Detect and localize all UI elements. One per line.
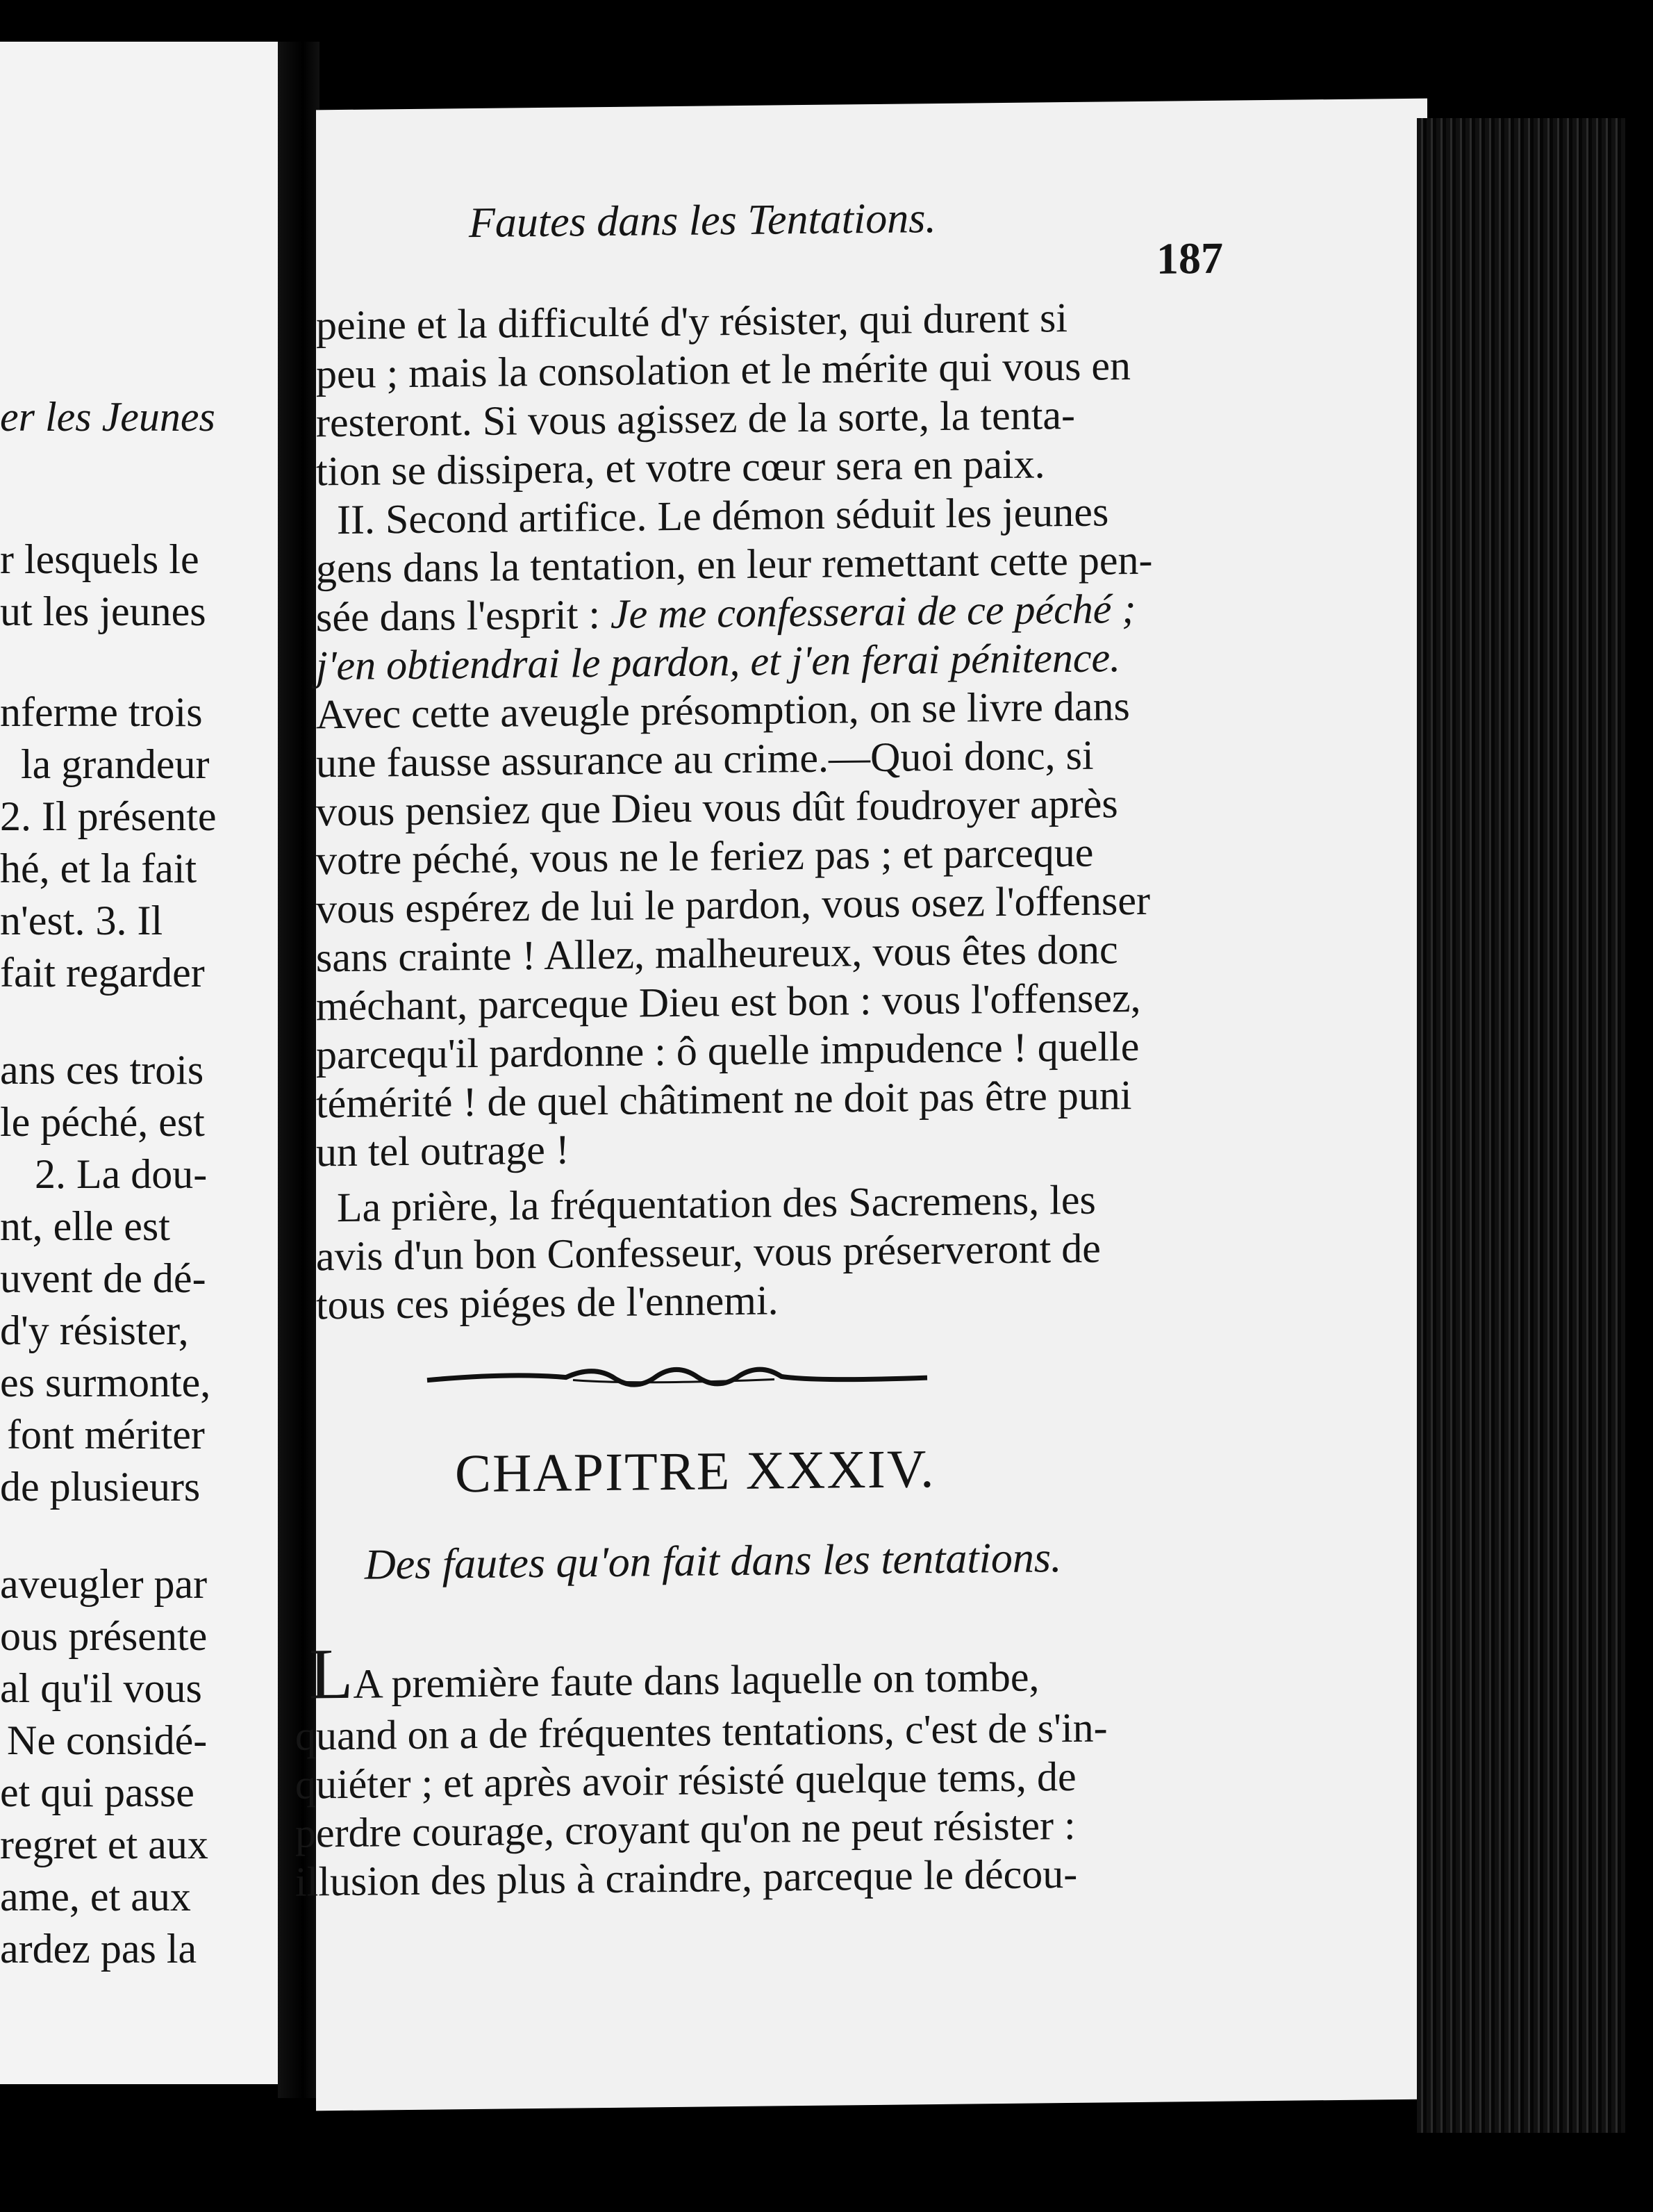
text-line-13: sans crainte ! Allez, malheureux, vous êtes donc (316, 926, 1118, 981)
left-line-22: et qui passe (0, 1769, 194, 1815)
text-line-1: peu ; mais la consolation et le mérite qui vous en (316, 342, 1131, 397)
left-line-18: aveugler par (0, 1561, 208, 1607)
left-line-21: Ne considé- (7, 1717, 208, 1763)
text-line-6-roman: sée dans l'esprit : (316, 591, 611, 641)
text-line-14: méchant, parceque Dieu est bon : vous l'offensez, (316, 974, 1141, 1030)
left-line-9: ans ces trois (0, 1047, 204, 1093)
left-line-0: er les Jeunes (0, 394, 215, 440)
chapter-subtitle: Des fautes qu'on fait dans les tentations. (365, 1534, 1062, 1589)
chapter-first-line (309, 1629, 1226, 1715)
chapter-line-3: perdre courage, croyant qu'on ne peut résister : (295, 1801, 1076, 1856)
text-line-5: gens dans la tentation, en leur remettant cette pen- (316, 536, 1153, 592)
left-line-1: r lesquels le (0, 536, 199, 582)
text-line-20: tous ces piéges de l'ennemi. (316, 1277, 779, 1328)
chapter-line-4: illusion des plus à craindre, parceque le décou- (295, 1850, 1078, 1905)
text-line-2: resteront. Si vous agissez de la sorte, la tenta- (316, 391, 1076, 446)
page-edges (1417, 118, 1625, 2133)
left-line-10: le péché, est (0, 1099, 205, 1145)
text-line-8: Avec cette aveugle présomption, on se livre dans (316, 683, 1130, 738)
text-line-4: II. Second artifice. Le démon séduit les jeunes (337, 488, 1109, 543)
left-line-2: ut les jeunes (0, 588, 206, 634)
text-line-7: j'en obtiendrai le pardon, et j'en ferai pénitence. (316, 634, 1121, 689)
text-line-6 (316, 586, 1233, 641)
text-line-10: vous pensiez que Dieu vous dût foudroyer après (316, 780, 1118, 835)
text-line-15: parcequ'il pardonne : ô quelle impudence ! quelle (316, 1023, 1140, 1078)
left-page (0, 42, 282, 2084)
left-line-13: uvent de dé- (0, 1255, 206, 1301)
left-line-7: n'est. 3. Il (0, 898, 163, 943)
page-number: 187 (1156, 233, 1223, 283)
left-line-20: al qu'il vous (0, 1665, 202, 1711)
left-line-3: nferme trois (0, 689, 203, 735)
left-line-19: ous présente (0, 1613, 208, 1659)
chapter-line-2: quiéter ; et après avoir résisté quelque tems, de (295, 1753, 1077, 1808)
text-line-6-italic: Je me confesserai de ce péché ; (610, 586, 1136, 637)
ornament-divider (427, 1354, 927, 1401)
left-line-4: la grandeur (21, 741, 210, 787)
left-line-23: regret et aux (0, 1822, 208, 1867)
text-line-11: votre péché, vous ne le feriez pas ; et parceque (316, 829, 1094, 884)
left-line-16: font mériter (7, 1412, 205, 1458)
left-line-5: 2. Il présente (0, 793, 217, 839)
running-head: Fautes dans les Tentations. (469, 195, 936, 247)
left-line-14: d'y résister, (0, 1307, 189, 1353)
text-line-17: un tel outrage ! (316, 1126, 570, 1175)
left-line-8: fait regarder (0, 950, 205, 996)
text-line-3: tion se dissipera, et votre cœur sera en paix. (316, 440, 1045, 495)
left-line-17: de plusieurs (0, 1464, 201, 1510)
left-line-6: hé, et la fait (0, 845, 197, 891)
chapter-first-line-text: A première faute dans laquelle on tombe, (353, 1653, 1040, 1707)
left-line-25: ardez pas la (0, 1926, 197, 1972)
chapter-line-1: quand on a de fréquentes tentations, c'est de s'in- (295, 1704, 1108, 1759)
left-line-12: nt, elle est (0, 1203, 170, 1249)
left-line-11: 2. La dou- (35, 1151, 208, 1197)
text-line-0: peine et la difficulté d'y résister, qui durent si (316, 295, 1068, 349)
text-line-19: avis d'un bon Confesseur, vous préserveront de (316, 1225, 1101, 1280)
text-line-18: La prière, la fréquentation des Sacremens, les (337, 1176, 1096, 1231)
text-line-12: vous espérez de lui le pardon, vous osez l'offenser (316, 877, 1150, 932)
text-line-16: témérité ! de quel châtiment ne doit pas être puni (316, 1072, 1132, 1127)
chapter-title: CHAPITRE XXXIV. (455, 1438, 936, 1504)
right-page (295, 99, 1427, 2111)
drop-cap: L (309, 1633, 354, 1715)
left-line-24: ame, et aux (0, 1874, 191, 1920)
text-line-9: une fausse assurance au crime.—Quoi donc, si (316, 732, 1094, 786)
left-line-15: es surmonte, (0, 1360, 211, 1405)
